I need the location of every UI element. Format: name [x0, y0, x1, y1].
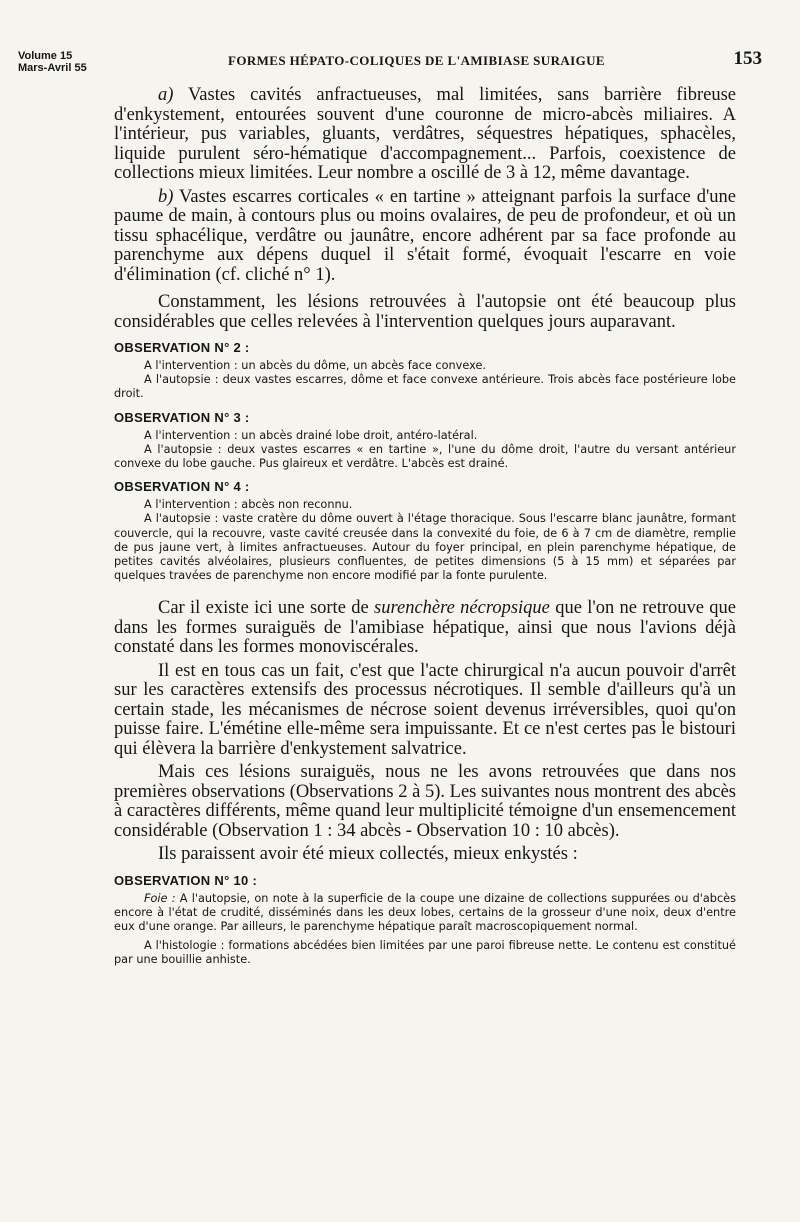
paragraph-a [114, 86, 736, 184]
paragraph-b-text: Vastes escarres corticales « en tartine » atteignant parfois la surface d'une paume de main, à contours plus ou moins ovalaires, de peu de profondeur, et où un tissu sphacélique, verdâtre ou jaunâtre, encore adhérent par sa face profonde au parenchyme aux dépens duquel il s'était formé, évoquait l'escarre en voie d'élimination (cf. cliché n° 1). [114, 186, 736, 285]
paragraph-car-before: Car il existe ici une sorte de [158, 598, 375, 619]
observation-3-heading: OBSERVATION N° 3 : [114, 409, 250, 425]
paragraph-car-after: que l'on ne retrouve que dans les formes suraiguës de l'amibiase hépatique, ainsi que nous l'avions déjà constaté dans les formes monoviscérales. [114, 598, 736, 658]
paragraph-a-text: Vastes cavités anfractueuses, mal limitées, sans barrière fibreuse d'enkystement, entourées souvent d'une couronne de micro-abcès miliaires. A l'intérieur, pus variables, gluants, verdâtres, séquestres hépatiques, sphacèles, liquide purulent séro-hématique d'accompagnement... Parfois, coexistence de collections mieux limitées. Leur nombre a oscillé de 3 à 12, même davantage. [114, 85, 736, 183]
paragraph-b [114, 188, 736, 286]
observation-3-line: A l'autopsie : deux vastes escarres « en tartine », l'une du dôme droit, l'autre du versant antérieur convexe du lobe gauche. Pus glaireux et verdâtre. L'abcès est drainé. [114, 442, 736, 471]
label-b: b) [158, 186, 174, 207]
paragraph-car [114, 599, 736, 658]
issue-date: Mars-Avril 55 [18, 62, 87, 74]
emphasis-surenchere: surenchère nécropsique [374, 598, 550, 619]
paragraph-mais: Mais ces lésions suraiguës, nous ne les avons retrouvées que dans nos premières observations (Observations 2 à 5). Les suivantes nous montrent des abcès à caractères différents, même quand leur multiplicité témoigne d'un ensemencement considérable (Observation 1 : 34 abcès - Observation 10 : 10 abcès). [114, 762, 736, 841]
page-number: 153 [733, 48, 762, 69]
observation-2-heading: OBSERVATION N° 2 : [114, 340, 250, 355]
observation-2-line: A l'autopsie : deux vastes escarres, dôme et face convexe antérieure. Trois abcès face postérieure lobe droit. [114, 373, 736, 401]
observation-4-line: A l'intervention : abcès non reconnu. [144, 498, 353, 512]
paragraph-constamment: Constamment, les lésions retrouvées à l'autopsie ont été beaucoup plus considérables que celles relevées à l'intervention quelques jours auparavant. [114, 292, 736, 332]
running-title: FORMES HÉPATO-COLIQUES DE L'AMIBIASE SURAIGUE [228, 53, 606, 68]
observation-10-foie [114, 892, 736, 935]
volume-label: Volume 15 [18, 50, 73, 62]
observation-4-heading: OBSERVATION N° 4 : [114, 479, 250, 495]
paragraph-fait: Il est en tous cas un fait, c'est que l'acte chirurgical n'a aucun pouvoir d'arrêt sur les caractères extensifs des processus nécrotiques. Il semble d'ailleurs qu'à un certain stade, les mécanismes de nécrose soient devenus irréversibles, quoi qu'on puisse faire. L'émétine elle-même sera impuissante. Et ce n'est certes pas le bistouri qui élèvera la barrière d'enkystement salvatrice. [114, 660, 736, 759]
observation-10 [114, 873, 736, 967]
foie-label: Foie : [144, 891, 176, 905]
observation-4-line: A l'autopsie : vaste cratère du dôme ouvert à l'étage thoracique. Sous l'escarre blanc jaunâtre, formant couvercle, qui la recouvre, vaste cavité creusée dans la convexité du foie, de 6 à 7 cm de diamètre, remplie de pus jaune vert, à limites anfractueuses. Autour du foyer principal, en plein parenchyme hépatique, de petites cavités alvéolaires, plusieurs confluentes, de petites dimensions (5 à 15 mm) et séparées par quelques travées de parenchyme non encore modifié par la fonte purulente. [114, 512, 736, 583]
observation-2 [114, 340, 736, 402]
observation-10-heading: OBSERVATION N° 10 : [114, 872, 258, 888]
page-body [114, 86, 736, 967]
volume-info [18, 50, 87, 74]
label-a: a) [158, 85, 174, 105]
page-header [18, 48, 762, 88]
observation-4 [114, 479, 736, 583]
paragraph-ils: Ils paraissent avoir été mieux collectés, mieux enkystés : [158, 844, 578, 865]
foie-text: A l'autopsie, on note à la superficie de la coupe une dizaine de collections suppurées ou d'abcès encore à l'état de crudité, disséminés dans les deux lobes, certains de la grosseur d'une noix, deux d'entre eux d'une orange. Par ailleurs, le parenchyme hépatique paraît macroscopiquement normal. [114, 891, 736, 934]
observation-10-histologie: A l'histologie : formations abcédées bien limitées par une paroi fibreuse nette. Le contenu est constitué par une bouillie anhiste. [114, 938, 736, 966]
observation-2-line: A l'intervention : un abcès du dôme, un abcès face convexe. [144, 359, 486, 372]
observation-3-line: A l'intervention : un abcès drainé lobe droit, antéro-latéral. [144, 428, 478, 442]
observation-3 [114, 410, 736, 472]
